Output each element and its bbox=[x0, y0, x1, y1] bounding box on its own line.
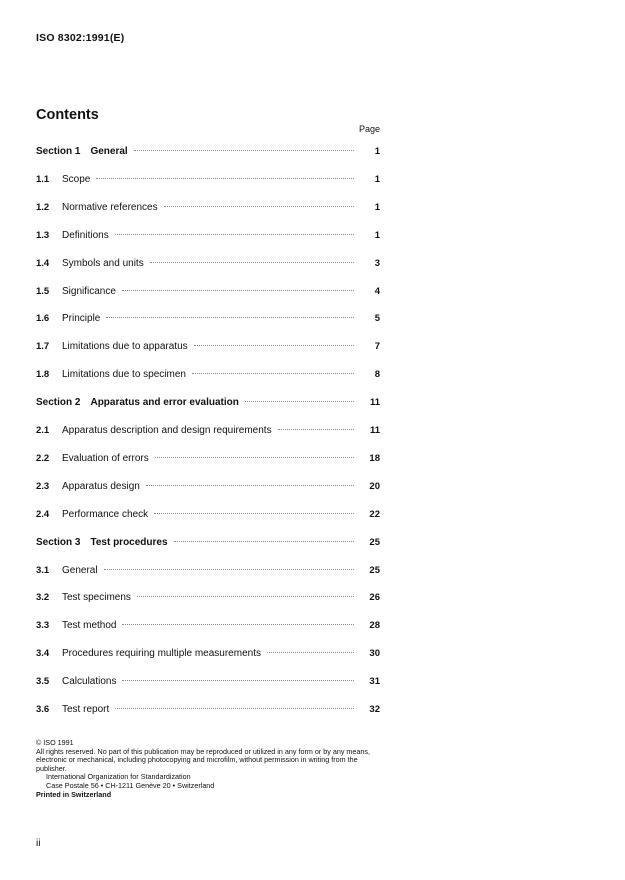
toc-item-title: Procedures requiring multiple measurements bbox=[62, 648, 261, 660]
toc-page-number: 32 bbox=[369, 704, 380, 715]
organization-name: International Organization for Standardization bbox=[46, 772, 191, 782]
toc-item-row[interactable] bbox=[36, 202, 380, 216]
toc-page-number: 11 bbox=[369, 397, 380, 409]
toc-item-number: 2.1 bbox=[36, 425, 50, 436]
toc-leader-dots bbox=[122, 624, 354, 625]
toc-item-row[interactable] bbox=[36, 174, 380, 188]
toc-item-title: Normative references bbox=[62, 201, 158, 213]
toc-item-row[interactable] bbox=[36, 704, 380, 718]
toc-item-number: 1.1 bbox=[36, 173, 50, 185]
toc-page-number: 31 bbox=[369, 676, 380, 688]
toc-leader-dots bbox=[137, 596, 354, 597]
toc-page-number: 25 bbox=[369, 564, 380, 576]
toc-item-title: General bbox=[62, 564, 98, 576]
toc-item-number: 1.4 bbox=[36, 257, 50, 269]
toc-item-title: Limitations due to specimen bbox=[62, 369, 186, 381]
toc-section-row[interactable] bbox=[36, 146, 380, 160]
toc-page-number: 22 bbox=[369, 508, 380, 520]
toc-item-title: Apparatus description and design requirements bbox=[62, 425, 272, 436]
toc-page-number: 3 bbox=[374, 257, 380, 269]
toc-item-row[interactable] bbox=[36, 509, 380, 523]
toc-item-title: Calculations bbox=[62, 676, 117, 688]
toc-page-number: 11 bbox=[369, 425, 380, 436]
toc-leader-dots bbox=[115, 234, 354, 235]
toc-page-number: 7 bbox=[374, 341, 380, 353]
toc-leader-dots bbox=[106, 317, 354, 318]
toc-item-row[interactable] bbox=[36, 286, 380, 300]
toc-item-row[interactable] bbox=[36, 648, 380, 662]
toc-item-title: Performance check bbox=[62, 508, 149, 520]
rights-statement: All rights reserved. No part of this publication may be reproduced or utilized in any form or by any means, electronic or mechanical, including photocopying and microfilm, without permission in writing from the publisher. bbox=[36, 746, 370, 773]
toc-item-row[interactable] bbox=[36, 425, 380, 439]
toc-section-title: General bbox=[90, 146, 128, 157]
toc-leader-dots bbox=[155, 457, 354, 458]
toc-item-row[interactable] bbox=[36, 313, 380, 327]
toc-leader-dots bbox=[150, 262, 354, 263]
toc-item-number: 3.2 bbox=[36, 592, 50, 604]
toc-section-title: Test procedures bbox=[90, 536, 168, 548]
toc-page-number: 18 bbox=[369, 452, 380, 464]
toc-item-row[interactable] bbox=[36, 369, 380, 383]
toc-leader-dots bbox=[134, 150, 354, 151]
toc-leader-dots bbox=[192, 373, 354, 374]
toc-item-number: 3.5 bbox=[36, 676, 50, 688]
toc-item-title: Test specimens bbox=[62, 592, 131, 604]
toc-item-row[interactable] bbox=[36, 258, 380, 272]
toc-item-row[interactable] bbox=[36, 481, 380, 495]
toc-section-label: Section 1 bbox=[36, 146, 81, 157]
toc-item-number: 1.2 bbox=[36, 201, 50, 213]
toc-page-number: 30 bbox=[369, 648, 380, 660]
toc-leader-dots bbox=[245, 401, 354, 402]
toc-leader-dots bbox=[174, 541, 354, 542]
toc-item-number: 3.1 bbox=[36, 564, 50, 576]
toc-section-row[interactable] bbox=[36, 397, 380, 411]
toc-item-title: Test report bbox=[62, 704, 110, 715]
toc-item-title: Evaluation of errors bbox=[62, 452, 149, 464]
toc-item-number: 3.4 bbox=[36, 648, 50, 660]
toc-leader-dots bbox=[146, 485, 354, 486]
toc-page-number: 8 bbox=[374, 369, 380, 381]
toc-page-number: 5 bbox=[374, 313, 380, 325]
toc-item-row[interactable] bbox=[36, 341, 380, 355]
toc-page-number: 25 bbox=[369, 536, 380, 548]
toc-item-number: 1.7 bbox=[36, 341, 50, 353]
toc-item-number: 3.6 bbox=[36, 704, 50, 715]
toc-item-title: Apparatus design bbox=[62, 480, 140, 492]
copyright-line: © ISO 1991 bbox=[36, 738, 74, 747]
toc-item-number: 1.3 bbox=[36, 229, 50, 241]
toc-item-row[interactable] bbox=[36, 676, 380, 690]
page-column-label: Page bbox=[358, 124, 380, 134]
toc-item-number: 2.3 bbox=[36, 480, 50, 492]
toc-leader-dots bbox=[278, 429, 354, 430]
toc-item-title: Significance bbox=[62, 285, 116, 297]
toc-item-title: Symbols and units bbox=[62, 257, 144, 269]
toc-item-title: Principle bbox=[62, 313, 101, 325]
copyright-notice bbox=[36, 739, 381, 799]
contents-title: Contents bbox=[36, 107, 99, 123]
toc-page-number: 1 bbox=[374, 146, 380, 157]
toc-leader-dots bbox=[154, 513, 354, 514]
page-number: ii bbox=[36, 838, 41, 849]
toc-section-title: Apparatus and error evaluation bbox=[90, 397, 239, 409]
toc-item-row[interactable] bbox=[36, 565, 380, 579]
toc-page-number: 1 bbox=[374, 173, 380, 185]
toc-item-row[interactable] bbox=[36, 620, 380, 634]
toc-page-number: 4 bbox=[374, 285, 380, 297]
toc-leader-dots bbox=[164, 206, 354, 207]
toc-section-label: Section 2 bbox=[36, 397, 81, 409]
toc-section-row[interactable] bbox=[36, 537, 380, 551]
toc-leader-dots bbox=[194, 345, 354, 346]
toc-page-number: 20 bbox=[369, 480, 380, 492]
toc-item-title: Definitions bbox=[62, 229, 109, 241]
toc-item-number: 1.6 bbox=[36, 313, 50, 325]
toc-section-label: Section 3 bbox=[36, 536, 81, 548]
toc-leader-dots bbox=[267, 652, 354, 653]
toc-page-number: 28 bbox=[369, 620, 380, 632]
toc-item-number: 3.3 bbox=[36, 620, 50, 632]
toc-page-number: 26 bbox=[369, 592, 380, 604]
toc-leader-dots bbox=[122, 290, 354, 291]
toc-leader-dots bbox=[104, 569, 354, 570]
toc-item-number: 2.4 bbox=[36, 508, 50, 520]
toc-leader-dots bbox=[122, 680, 354, 681]
doc-id: ISO 8302:1991(E) bbox=[36, 32, 125, 44]
toc-item-number: 1.8 bbox=[36, 369, 50, 381]
organization-address: Case Postale 56 • CH-1211 Genève 20 • Switzerland bbox=[46, 780, 215, 790]
toc-item-row[interactable] bbox=[36, 230, 380, 244]
toc-item-row[interactable] bbox=[36, 453, 380, 467]
toc-leader-dots bbox=[115, 708, 354, 709]
toc-leader-dots bbox=[96, 178, 354, 179]
toc-item-number: 2.2 bbox=[36, 452, 50, 464]
printed-in: Printed in Switzerland bbox=[36, 789, 112, 799]
toc-page-number: 1 bbox=[374, 201, 380, 213]
toc-item-row[interactable] bbox=[36, 592, 380, 606]
toc-page-number: 1 bbox=[374, 229, 380, 241]
toc-item-title: Test method bbox=[62, 620, 117, 632]
toc-item-title: Limitations due to apparatus bbox=[62, 341, 188, 353]
toc-item-title: Scope bbox=[62, 173, 91, 185]
toc-item-number: 1.5 bbox=[36, 285, 50, 297]
